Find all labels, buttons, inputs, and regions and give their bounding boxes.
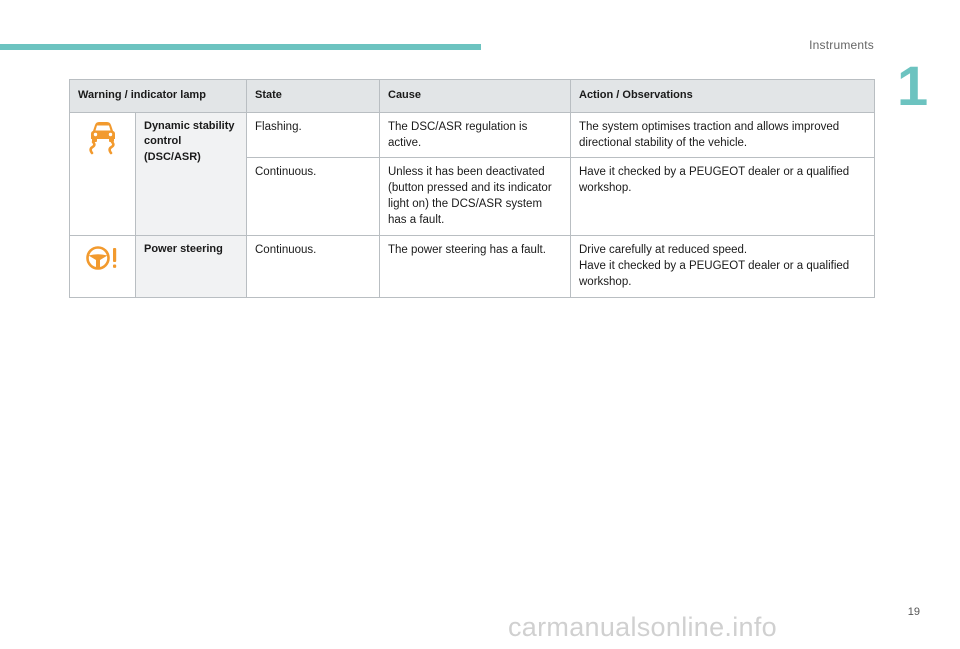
cause-cell: The power steering has a fault. [380,235,571,297]
table-row [70,235,875,297]
action-cell [571,235,875,297]
column-header-action: Action / Observations [571,80,875,113]
action-text: Drive carefully at reduced speed. [579,243,748,256]
lamp-name: Dynamic stability control (DSC/ASR) [136,113,247,236]
lamp-name: Power steering [136,235,247,297]
section-title: Instruments [809,38,874,52]
state-cell: Continuous. [247,158,380,235]
watermark: carmanualsonline.info [508,612,777,642]
action-text: Have it checked by a PEUGEOT dealer or a qualified workshop. [579,259,850,288]
chapter-number: 1 [897,54,929,117]
steering-wheel-warning-icon [85,244,121,277]
action-cell [571,113,875,158]
column-header-cause: Cause [380,80,571,113]
lamp-icon-cell [70,235,136,297]
lamp-icon-cell [70,113,136,236]
state-cell: Continuous. [247,235,380,297]
table-row [70,113,875,158]
warning-lamp-table [69,79,875,298]
state-cell: Flashing. [247,113,380,158]
column-header-lamp: Warning / indicator lamp [70,80,247,113]
cause-cell: The DSC/ASR regulation is active. [380,113,571,158]
page-number: 19 [907,606,920,618]
column-header-state: State [247,80,380,113]
header-accent-bar [0,44,481,50]
action-cell [571,158,875,235]
action-text: Have it checked by a PEUGEOT dealer or a qualified workshop. [579,166,850,195]
table-header-row [70,80,875,113]
action-text: The system optimises traction and allows improved directional stability of the vehicle. [579,121,840,150]
cause-cell: Unless it has been deactivated (button pressed and its indicator light on) the DCS/ASR system has a fault. [380,158,571,235]
skidding-car-icon [88,121,118,160]
